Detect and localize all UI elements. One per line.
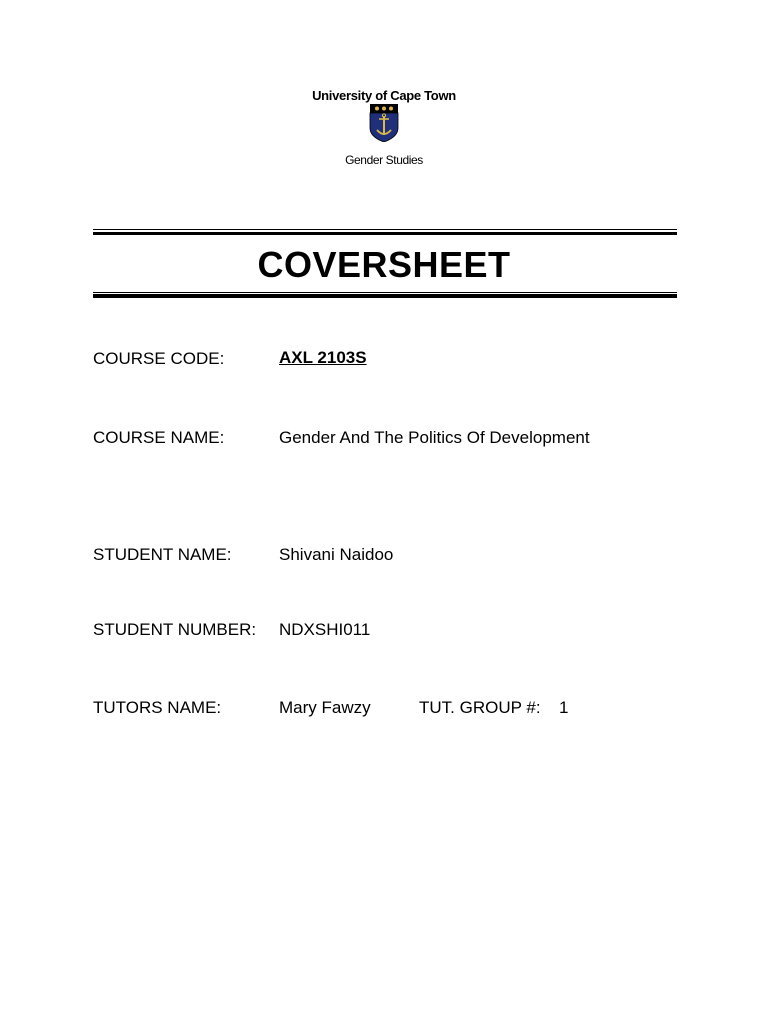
- tutors-name-label: TUTORS NAME:: [93, 698, 222, 717]
- tut-group-label: TUT. GROUP #:: [419, 698, 541, 717]
- course-name-label: COURSE NAME:: [93, 428, 225, 447]
- document-title: COVERSHEET: [257, 244, 511, 285]
- student-name-value: Shivani Naidoo: [279, 545, 394, 564]
- tutors-name-value: Mary Fawzy: [279, 698, 371, 717]
- title-top-rule-thin: [93, 229, 677, 230]
- title-top-rule-thick: [93, 232, 677, 235]
- student-number-value: NDXSHI011: [279, 620, 371, 639]
- tut-group-value: 1: [559, 698, 569, 717]
- university-name: University of Cape Town: [312, 88, 456, 103]
- student-name-label: STUDENT NAME:: [93, 545, 232, 564]
- course-code-label: COURSE CODE:: [93, 349, 225, 368]
- university-crest-icon: [369, 104, 399, 142]
- course-code-value: AXL 2103S: [279, 348, 367, 367]
- student-number-label: STUDENT NUMBER:: [93, 620, 257, 639]
- title-bottom-rule-thick: [93, 294, 677, 298]
- course-name-value: Gender And The Politics Of Development: [279, 428, 590, 447]
- department-name: Gender Studies: [345, 153, 423, 167]
- title-bottom-rule-thin: [93, 292, 677, 293]
